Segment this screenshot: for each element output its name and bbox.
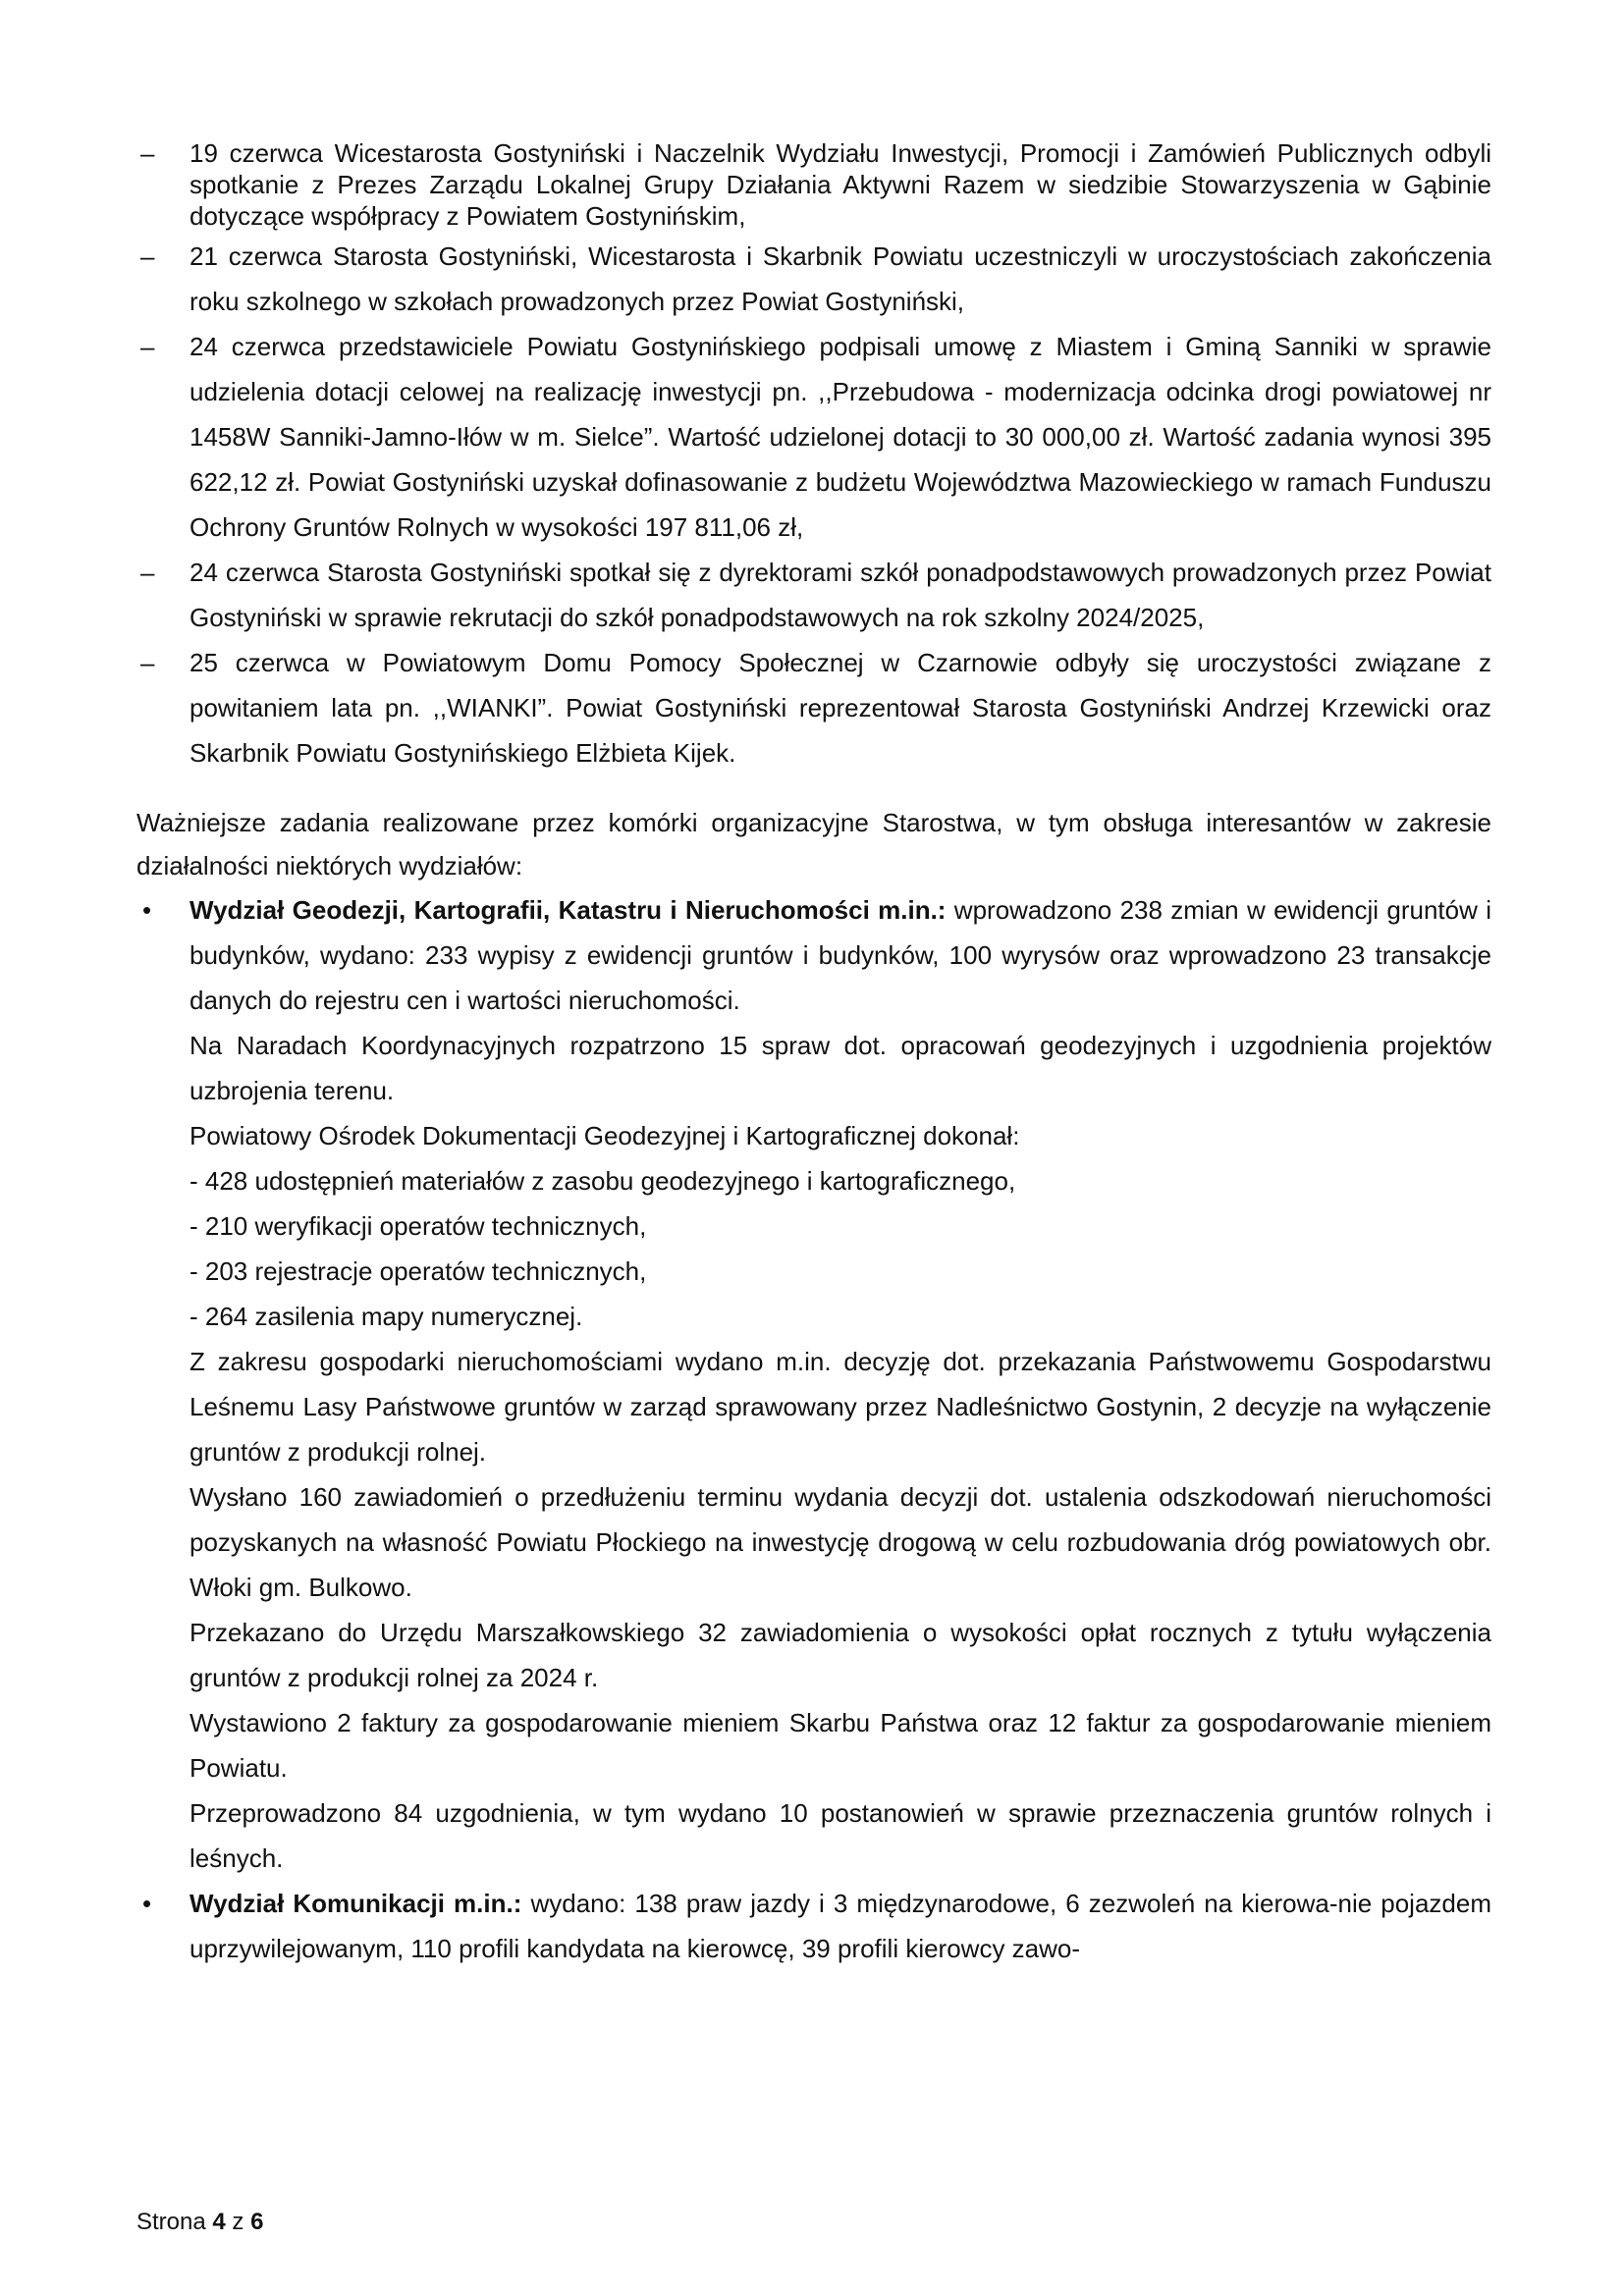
event-item — [136, 550, 1491, 640]
department-heading: Wydział Geodezji, Kartografii, Katastru i Nieruchomości m.in.: — [189, 895, 947, 925]
department-paragraph: Przeprowadzono 84 uzgodnienia, w tym wydano 10 postanowień w sprawie przeznaczenia gruntów rolnych i leśnych. — [189, 1798, 1491, 1873]
event-text: 25 czerwca w Powiatowym Domu Pomocy Społecznej w Czarnowie odbyły się uroczystości związane z powitaniem lata pn. ,,WIANKI”. Powiat Gostyniński reprezentował Starosta Gostyniński Andrzej Krzewicki oraz Skarbnik Powiatu Gostynińskiego Elżbieta Kijek. — [189, 648, 1491, 768]
page-footer — [136, 2209, 263, 2236]
department-paragraph: Wysłano 160 zawiadomień o przedłużeniu terminu wydania decyzji dot. ustalenia odszkodowań nieruchomości pozyskanych na własność Powiatu Płockiego na inwestycję drogową w celu rozbudowania dróg powiatowych obr. Włoki gm. Bulkowo. — [189, 1482, 1491, 1602]
event-item — [136, 137, 1491, 232]
department-lead — [189, 1881, 1491, 1971]
event-text: 24 czerwca Starosta Gostyniński spotkał się z dyrektorami szkół ponadpodstawowych prowadzonych przez Powiat Gostyniński w sprawie rekrutacji do szkół ponadpodstawowych na rok szkolny 2024/2025, — [189, 558, 1491, 632]
events-list — [136, 137, 1491, 775]
department-komunikacja — [136, 1881, 1491, 1971]
department-lead-text: wprowadzono 238 zmian w ewidencji gruntów i budynków, wydano: 233 wypisy z ewidencji gruntów i budynków, 100 wyrysów oraz wprowadzono 23 transakcje danych do rejestru cen i wartości nieruchomości. — [189, 895, 1491, 1015]
department-paragraph: Przekazano do Urzędu Marszałkowskiego 32 zawiadomienia o wysokości opłat rocznych z tytułu wyłączenia gruntów z produkcji rolnej za 2024 r. — [189, 1618, 1491, 1692]
round-bullet-icon: • — [142, 1889, 152, 1918]
intro-paragraph: Ważniejsze zadania realizowane przez komórki organizacyjne Starostwa, w tym obsługa interesantów w zakresie działalności niektórych wydziałów: — [136, 808, 1491, 881]
department-paragraph: Z zakresu gospodarki nieruchomościami wydano m.in. decyzję dot. przekazania Państwowemu Gospodarstwu Leśnemu Lasy Państwowe gruntów w zarząd sprawowany przez Nadleśnictwo Gostynin, 2 decyzje na wyłączenie gruntów z produkcji rolnej. — [189, 1347, 1491, 1467]
department-paragraph: Powiatowy Ośrodek Dokumentacji Geodezyjnej i Kartograficznej dokonał: — [189, 1121, 1020, 1150]
department-lead-text: wydano: 138 praw jazdy i 3 międzynarodowe, 6 zezwoleń na kierowa-nie pojazdem uprzywilejowanym, 110 profili kandydata na kierowcę, 39 profili kierowcy zawo- — [189, 1889, 1491, 1963]
current-page-number: 4 — [212, 2209, 226, 2235]
dash-bullet-icon: – — [140, 558, 155, 587]
event-text: 24 czerwca przedstawiciele Powiatu Gostynińskiego podpisali umowę z Miastem i Gminą Sanniki w sprawie udzielenia dotacji celowej na realizację inwestycji pn. ,,Przebudowa - modernizacja odcinka drogi powiatowej nr 1458W Sanniki-Jamno-Iłów w m. Sielce”. Wartość udzielonej dotacji to 30 000,00 zł. Wartość zadania wynosi 395 622,12 zł. Powiat Gostyniński uzyskał dofinasowanie z budżetu Województwa Mazowieckiego w ramach Funduszu Ochrony Gruntów Rolnych w wysokości 197 811,06 zł, — [189, 332, 1491, 542]
dash-bullet-icon: – — [140, 332, 155, 361]
dash-bullet-icon: – — [140, 648, 155, 677]
department-paragraph: Na Naradach Koordynacyjnych rozpatrzono 15 spraw dot. opracowań geodezyjnych i uzgodnienia projektów uzbrojenia terenu. — [189, 1031, 1491, 1105]
footer-separator: z — [225, 2209, 251, 2235]
department-heading: Wydział Komunikacji m.in.: — [189, 1889, 522, 1918]
event-text: 21 czerwca Starosta Gostyniński, Wicestarosta i Skarbnik Powiatu uczestniczyli w uroczystościach zakończenia roku szkolnego w szkołach prowadzonych przez Powiat Gostyniński, — [189, 241, 1491, 316]
page-content — [136, 137, 1491, 1971]
event-item — [136, 324, 1491, 550]
department-geodezja — [136, 887, 1491, 1881]
round-bullet-icon: • — [142, 895, 152, 925]
dash-bullet-icon: – — [140, 241, 155, 271]
department-paragraph: - 264 zasilenia mapy numerycznej. — [189, 1302, 583, 1331]
event-text: 19 czerwca Wicestarosta Gostyniński i Naczelnik Wydziału Inwestycji, Promocji i Zamówień Publicznych odbyli spotkanie z Prezes Zarządu Lokalnej Grupy Działania Aktywni Razem w siedzibie Stowarzyszenia w Gąbinie dotyczące współpracy z Powiatem Gostynińskim, — [189, 138, 1491, 231]
dash-bullet-icon: – — [140, 138, 155, 168]
department-lead — [189, 887, 1491, 1023]
footer-label: Strona — [136, 2209, 213, 2235]
event-item — [136, 640, 1491, 775]
department-paragraph: - 428 udostępnień materiałów z zasobu geodezyjnego i kartograficznego, — [189, 1166, 1016, 1196]
total-pages-number: 6 — [250, 2209, 264, 2235]
department-paragraph: - 210 weryfikacji operatów technicznych, — [189, 1211, 647, 1241]
department-paragraph: - 203 rejestracje operatów technicznych, — [189, 1256, 647, 1286]
event-item — [136, 234, 1491, 324]
departments-list — [136, 887, 1491, 1971]
department-paragraph: Wystawiono 2 faktury za gospodarowanie mieniem Skarbu Państwa oraz 12 faktur za gospodarowanie mieniem Powiatu. — [189, 1708, 1491, 1783]
